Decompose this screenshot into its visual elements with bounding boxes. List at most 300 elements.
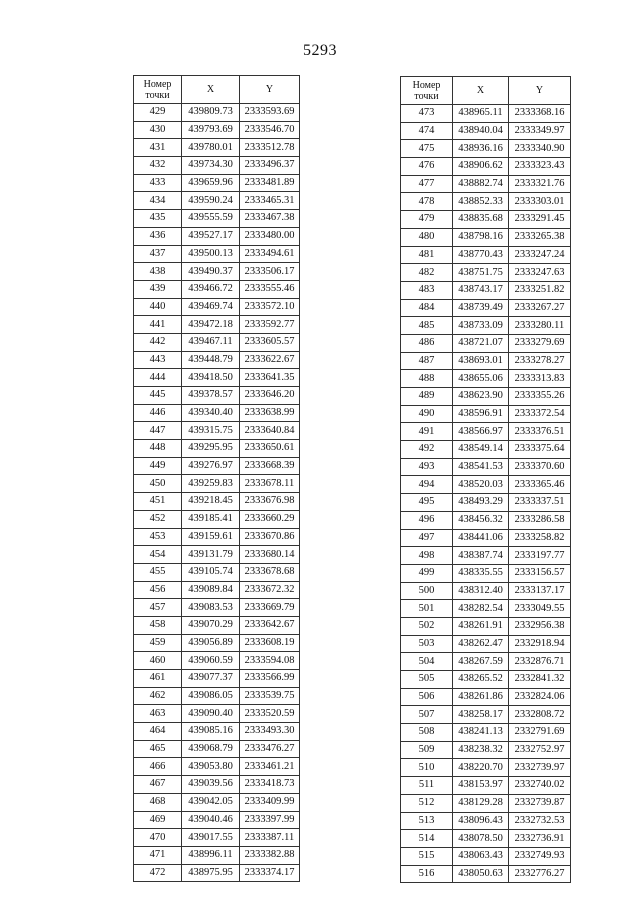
cell-y: 2333137.17: [509, 582, 571, 600]
table-row: [134, 510, 300, 528]
cell-point-number: 459: [134, 634, 182, 652]
cell-x: 438387.74: [453, 547, 509, 565]
cell-y: 2333355.26: [509, 388, 571, 406]
cell-point-number: 515: [401, 847, 453, 865]
cell-y: 2333546.70: [240, 121, 300, 139]
cell-point-number: 499: [401, 564, 453, 582]
cell-point-number: 475: [401, 140, 453, 158]
cell-y: 2332876.71: [509, 653, 571, 671]
table-row: [401, 671, 571, 689]
table-header-row: [134, 76, 300, 104]
table-row: [134, 758, 300, 776]
cell-y: 2333376.51: [509, 423, 571, 441]
cell-y: 2332808.72: [509, 706, 571, 724]
cell-point-number: 471: [134, 846, 182, 864]
cell-x: 439469.74: [182, 298, 240, 316]
cell-y: 2333670.86: [240, 528, 300, 546]
cell-x: 439085.16: [182, 723, 240, 741]
cell-x: 438739.49: [453, 299, 509, 317]
cell-x: 439089.84: [182, 581, 240, 599]
cell-x: 438050.63: [453, 865, 509, 883]
cell-y: 2333251.82: [509, 281, 571, 299]
table-row: [134, 652, 300, 670]
header-point-number: Номер точки: [134, 76, 182, 104]
cell-point-number: 445: [134, 387, 182, 405]
cell-x: 438693.01: [453, 352, 509, 370]
cell-y: 2333467.38: [240, 210, 300, 228]
table-row: [401, 724, 571, 742]
cell-point-number: 516: [401, 865, 453, 883]
table-row: [134, 776, 300, 794]
cell-x: 438241.13: [453, 724, 509, 742]
cell-x: 438996.11: [182, 846, 240, 864]
cell-point-number: 513: [401, 812, 453, 830]
cell-y: 2333265.38: [509, 228, 571, 246]
cell-point-number: 437: [134, 245, 182, 263]
cell-point-number: 458: [134, 616, 182, 634]
table-row: [401, 847, 571, 865]
cell-x: 438265.52: [453, 671, 509, 689]
cell-point-number: 490: [401, 405, 453, 423]
cell-x: 438220.70: [453, 759, 509, 777]
table-row: [134, 846, 300, 864]
table-row: [134, 829, 300, 847]
cell-x: 439039.56: [182, 776, 240, 794]
cell-point-number: 508: [401, 724, 453, 742]
cell-point-number: 466: [134, 758, 182, 776]
cell-x: 439159.61: [182, 528, 240, 546]
cell-x: 439042.05: [182, 793, 240, 811]
cell-x: 438566.97: [453, 423, 509, 441]
cell-x: 438493.29: [453, 494, 509, 512]
cell-x: 439070.29: [182, 616, 240, 634]
cell-y: 2333313.83: [509, 370, 571, 388]
cell-x: 438261.91: [453, 617, 509, 635]
cell-x: 438063.43: [453, 847, 509, 865]
table-row: [401, 105, 571, 123]
table-row: [401, 582, 571, 600]
cell-x: 439315.75: [182, 422, 240, 440]
table-row: [134, 705, 300, 723]
table-row: [134, 280, 300, 298]
cell-x: 439809.73: [182, 104, 240, 122]
cell-point-number: 484: [401, 299, 453, 317]
cell-x: 438940.04: [453, 122, 509, 140]
cell-x: 439017.55: [182, 829, 240, 847]
table-row: [401, 299, 571, 317]
table-row: [401, 706, 571, 724]
cell-point-number: 436: [134, 227, 182, 245]
table-row: [401, 759, 571, 777]
cell-y: 2333680.14: [240, 546, 300, 564]
table-row: [134, 599, 300, 617]
cell-x: 439793.69: [182, 121, 240, 139]
cell-point-number: 438: [134, 263, 182, 281]
cell-point-number: 478: [401, 193, 453, 211]
cell-x: 438335.55: [453, 564, 509, 582]
cell-point-number: 449: [134, 457, 182, 475]
cell-point-number: 493: [401, 458, 453, 476]
cell-y: 2333340.90: [509, 140, 571, 158]
cell-y: 2333678.68: [240, 563, 300, 581]
cell-y: 2333642.67: [240, 616, 300, 634]
cell-x: 438456.32: [453, 511, 509, 529]
cell-x: 439083.53: [182, 599, 240, 617]
cell-point-number: 457: [134, 599, 182, 617]
cell-y: 2333520.59: [240, 705, 300, 723]
cell-point-number: 460: [134, 652, 182, 670]
cell-y: 2333494.61: [240, 245, 300, 263]
cell-x: 438596.91: [453, 405, 509, 423]
cell-x: 439040.46: [182, 811, 240, 829]
table-row: [401, 281, 571, 299]
cell-x: 438078.50: [453, 830, 509, 848]
cell-y: 2332776.27: [509, 865, 571, 883]
table-row: [134, 793, 300, 811]
cell-point-number: 512: [401, 794, 453, 812]
cell-point-number: 440: [134, 298, 182, 316]
cell-y: 2333321.76: [509, 175, 571, 193]
cell-point-number: 465: [134, 740, 182, 758]
cell-point-number: 488: [401, 370, 453, 388]
cell-point-number: 430: [134, 121, 182, 139]
table-row: [401, 175, 571, 193]
cell-x: 438975.95: [182, 864, 240, 882]
cell-point-number: 455: [134, 563, 182, 581]
cell-x: 438655.06: [453, 370, 509, 388]
cell-y: 2333337.51: [509, 494, 571, 512]
cell-point-number: 450: [134, 475, 182, 493]
cell-y: 2333382.88: [240, 846, 300, 864]
cell-y: 2333638.99: [240, 404, 300, 422]
cell-y: 2333247.63: [509, 264, 571, 282]
table-row: [134, 174, 300, 192]
cell-x: 438770.43: [453, 246, 509, 264]
table-row: [134, 387, 300, 405]
cell-point-number: 495: [401, 494, 453, 512]
cell-y: 2333678.11: [240, 475, 300, 493]
cell-y: 2333481.89: [240, 174, 300, 192]
table-row: [401, 352, 571, 370]
coordinates-table-left: [133, 75, 300, 882]
cell-point-number: 432: [134, 157, 182, 175]
cell-x: 439780.01: [182, 139, 240, 157]
cell-point-number: 468: [134, 793, 182, 811]
cell-point-number: 485: [401, 317, 453, 335]
table-row: [401, 405, 571, 423]
table-row: [134, 493, 300, 511]
cell-y: 2333387.11: [240, 829, 300, 847]
table-row: [134, 104, 300, 122]
cell-y: 2333592.77: [240, 316, 300, 334]
cell-y: 2333303.01: [509, 193, 571, 211]
table-row: [401, 228, 571, 246]
cell-x: 439659.96: [182, 174, 240, 192]
cell-point-number: 503: [401, 635, 453, 653]
cell-point-number: 452: [134, 510, 182, 528]
cell-point-number: 487: [401, 352, 453, 370]
cell-point-number: 431: [134, 139, 182, 157]
table-row: [134, 475, 300, 493]
table-row: [134, 369, 300, 387]
cell-x: 438751.75: [453, 264, 509, 282]
cell-x: 439105.74: [182, 563, 240, 581]
cell-y: 2333374.17: [240, 864, 300, 882]
cell-x: 438906.62: [453, 158, 509, 176]
cell-y: 2333280.11: [509, 317, 571, 335]
cell-point-number: 473: [401, 105, 453, 123]
cell-y: 2333539.75: [240, 687, 300, 705]
cell-x: 439056.89: [182, 634, 240, 652]
table-row: [401, 741, 571, 759]
cell-point-number: 480: [401, 228, 453, 246]
table-row: [401, 370, 571, 388]
cell-y: 2333669.79: [240, 599, 300, 617]
cell-y: 2333323.43: [509, 158, 571, 176]
cell-y: 2333640.84: [240, 422, 300, 440]
cell-point-number: 435: [134, 210, 182, 228]
cell-point-number: 434: [134, 192, 182, 210]
cell-y: 2333512.78: [240, 139, 300, 157]
cell-point-number: 498: [401, 547, 453, 565]
table-row: [401, 617, 571, 635]
cell-point-number: 464: [134, 723, 182, 741]
cell-point-number: 489: [401, 388, 453, 406]
cell-y: 2333049.55: [509, 600, 571, 618]
cell-y: 2333370.60: [509, 458, 571, 476]
cell-x: 439086.05: [182, 687, 240, 705]
cell-y: 2333572.10: [240, 298, 300, 316]
cell-y: 2332739.87: [509, 794, 571, 812]
cell-x: 438721.07: [453, 334, 509, 352]
cell-y: 2333605.57: [240, 333, 300, 351]
cell-point-number: 429: [134, 104, 182, 122]
cell-point-number: 496: [401, 511, 453, 529]
table-row: [401, 494, 571, 512]
cell-point-number: 474: [401, 122, 453, 140]
cell-x: 439218.45: [182, 493, 240, 511]
table-row: [134, 263, 300, 281]
cell-y: 2333368.16: [509, 105, 571, 123]
cell-y: 2333593.69: [240, 104, 300, 122]
coordinates-table-right: [400, 76, 571, 883]
cell-point-number: 481: [401, 246, 453, 264]
table-row: [134, 440, 300, 458]
cell-y: 2333197.77: [509, 547, 571, 565]
cell-y: 2333286.58: [509, 511, 571, 529]
cell-x: 438282.54: [453, 600, 509, 618]
cell-y: 2333465.31: [240, 192, 300, 210]
table-row: [134, 316, 300, 334]
cell-x: 438798.16: [453, 228, 509, 246]
cell-point-number: 453: [134, 528, 182, 546]
cell-y: 2333365.46: [509, 476, 571, 494]
table-row: [401, 830, 571, 848]
table-row: [134, 864, 300, 882]
cell-y: 2332752.97: [509, 741, 571, 759]
cell-y: 2333676.98: [240, 493, 300, 511]
cell-point-number: 462: [134, 687, 182, 705]
table-row: [401, 122, 571, 140]
header-x: X: [453, 77, 509, 105]
cell-x: 438936.16: [453, 140, 509, 158]
cell-y: 2332841.32: [509, 671, 571, 689]
cell-x: 438520.03: [453, 476, 509, 494]
cell-point-number: 500: [401, 582, 453, 600]
cell-x: 438258.17: [453, 706, 509, 724]
table-row: [401, 388, 571, 406]
table-row: [134, 298, 300, 316]
cell-x: 438096.43: [453, 812, 509, 830]
table-row: [134, 528, 300, 546]
table-row: [134, 634, 300, 652]
cell-y: 2333555.46: [240, 280, 300, 298]
cell-x: 439077.37: [182, 670, 240, 688]
cell-point-number: 463: [134, 705, 182, 723]
cell-y: 2333375.64: [509, 441, 571, 459]
cell-y: 2333594.08: [240, 652, 300, 670]
cell-point-number: 479: [401, 211, 453, 229]
cell-point-number: 486: [401, 334, 453, 352]
cell-y: 2333480.00: [240, 227, 300, 245]
cell-y: 2333672.32: [240, 581, 300, 599]
cell-x: 439259.83: [182, 475, 240, 493]
cell-y: 2332749.93: [509, 847, 571, 865]
cell-x: 439053.80: [182, 758, 240, 776]
cell-x: 438153.97: [453, 777, 509, 795]
cell-y: 2333247.24: [509, 246, 571, 264]
cell-y: 2333372.54: [509, 405, 571, 423]
cell-y: 2333258.82: [509, 529, 571, 547]
cell-x: 439418.50: [182, 369, 240, 387]
cell-point-number: 511: [401, 777, 453, 795]
cell-y: 2333397.99: [240, 811, 300, 829]
table-row: [401, 600, 571, 618]
table-row: [134, 192, 300, 210]
cell-point-number: 439: [134, 280, 182, 298]
cell-point-number: 448: [134, 440, 182, 458]
cell-y: 2333291.45: [509, 211, 571, 229]
cell-y: 2333641.35: [240, 369, 300, 387]
cell-x: 439340.40: [182, 404, 240, 422]
table-row: [134, 157, 300, 175]
cell-x: 439378.57: [182, 387, 240, 405]
table-row: [401, 865, 571, 883]
cell-point-number: 443: [134, 351, 182, 369]
cell-x: 439472.18: [182, 316, 240, 334]
cell-point-number: 446: [134, 404, 182, 422]
cell-x: 438882.74: [453, 175, 509, 193]
cell-x: 438262.47: [453, 635, 509, 653]
cell-point-number: 505: [401, 671, 453, 689]
cell-point-number: 483: [401, 281, 453, 299]
cell-y: 2333267.27: [509, 299, 571, 317]
table-row: [401, 812, 571, 830]
table-row: [401, 246, 571, 264]
cell-x: 439448.79: [182, 351, 240, 369]
cell-y: 2332736.91: [509, 830, 571, 848]
table-row: [134, 670, 300, 688]
cell-x: 439295.95: [182, 440, 240, 458]
cell-x: 438852.33: [453, 193, 509, 211]
cell-y: 2333409.99: [240, 793, 300, 811]
table-row: [134, 546, 300, 564]
table-row: [134, 723, 300, 741]
cell-x: 439500.13: [182, 245, 240, 263]
cell-x: 439590.24: [182, 192, 240, 210]
page-number: 5293: [303, 42, 337, 59]
cell-point-number: 454: [134, 546, 182, 564]
table-row: [401, 193, 571, 211]
table-row: [401, 688, 571, 706]
cell-x: 439060.59: [182, 652, 240, 670]
cell-y: 2333660.29: [240, 510, 300, 528]
cell-y: 2332739.97: [509, 759, 571, 777]
cell-x: 439068.79: [182, 740, 240, 758]
table-row: [134, 139, 300, 157]
cell-point-number: 506: [401, 688, 453, 706]
table-row: [134, 740, 300, 758]
table-row: [401, 264, 571, 282]
table-row: [401, 635, 571, 653]
table-row: [401, 547, 571, 565]
cell-point-number: 470: [134, 829, 182, 847]
cell-point-number: 497: [401, 529, 453, 547]
cell-y: 2333668.39: [240, 457, 300, 475]
cell-x: 438549.14: [453, 441, 509, 459]
cell-y: 2333650.61: [240, 440, 300, 458]
cell-x: 438312.40: [453, 582, 509, 600]
cell-point-number: 491: [401, 423, 453, 441]
table-row: [401, 794, 571, 812]
table-row: [134, 581, 300, 599]
cell-x: 438541.53: [453, 458, 509, 476]
table-row: [401, 777, 571, 795]
cell-x: 438238.32: [453, 741, 509, 759]
table-row: [134, 616, 300, 634]
cell-y: 2333461.21: [240, 758, 300, 776]
cell-y: 2333349.97: [509, 122, 571, 140]
table-row: [401, 158, 571, 176]
cell-point-number: 444: [134, 369, 182, 387]
cell-y: 2332740.02: [509, 777, 571, 795]
table-row: [134, 351, 300, 369]
table-row: [134, 457, 300, 475]
cell-x: 439276.97: [182, 457, 240, 475]
cell-y: 2333566.99: [240, 670, 300, 688]
table-row: [401, 476, 571, 494]
cell-point-number: 472: [134, 864, 182, 882]
table-row: [401, 317, 571, 335]
cell-y: 2332918.94: [509, 635, 571, 653]
cell-point-number: 494: [401, 476, 453, 494]
cell-x: 439490.37: [182, 263, 240, 281]
cell-x: 438835.68: [453, 211, 509, 229]
cell-y: 2333418.73: [240, 776, 300, 794]
cell-point-number: 504: [401, 653, 453, 671]
cell-point-number: 507: [401, 706, 453, 724]
cell-point-number: 442: [134, 333, 182, 351]
cell-point-number: 456: [134, 581, 182, 599]
cell-y: 2333476.27: [240, 740, 300, 758]
cell-point-number: 441: [134, 316, 182, 334]
table-row: [401, 423, 571, 441]
table-row: [401, 529, 571, 547]
cell-point-number: 467: [134, 776, 182, 794]
table-row: [134, 404, 300, 422]
header-y: Y: [509, 77, 571, 105]
table-row: [401, 140, 571, 158]
